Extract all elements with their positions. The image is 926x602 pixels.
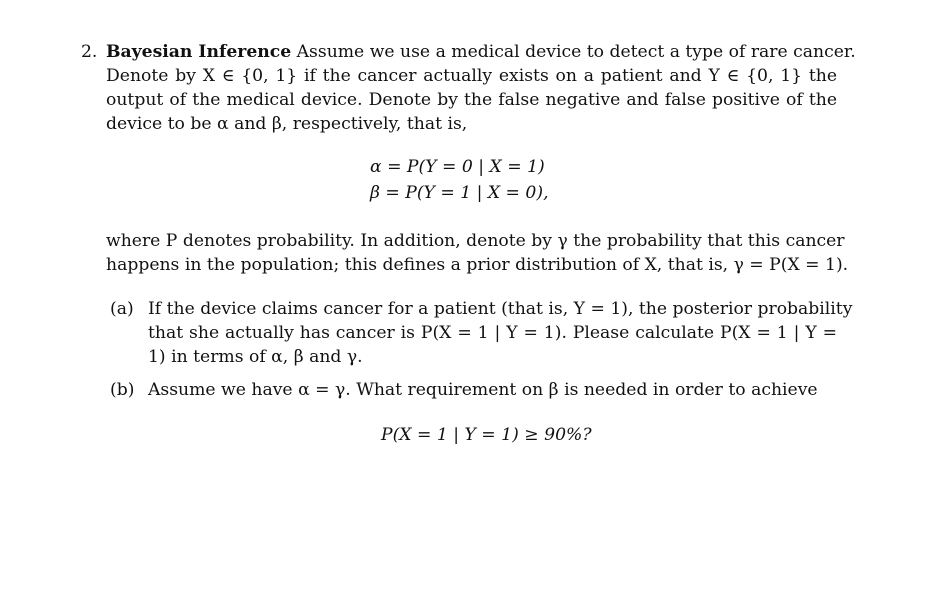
intro-line-3: output of the medical device. Denote by the false negative and false positive of the <box>106 90 837 110</box>
part-a-line-2: that she actually has cancer is P(X = 1 | Y = 1). Please calculate P(X = 1 | Y = <box>148 323 837 343</box>
problem-title: Bayesian Inference <box>106 42 292 62</box>
intro-line-1: Assume we use a medical device to detect a type of rare cancer. <box>296 42 856 62</box>
problem-number: 2. <box>81 42 98 62</box>
part-a-line-1: If the device claims cancer for a patient (that is, Y = 1), the posterior probability <box>148 299 853 319</box>
after-line-1: where P denotes probability. In addition, denote by γ the probability that this cancer <box>106 231 845 251</box>
part-b-line-1: Assume we have α = γ. What requirement on β is needed in order to achieve <box>148 380 818 400</box>
intro-line-4: device to be α and β, respectively, that is, <box>106 114 468 134</box>
part-a-label: (a) <box>110 299 134 319</box>
part-a-line-3: 1) in terms of α, β and γ. <box>148 347 363 367</box>
equation-part-b: P(X = 1 | Y = 1) ≥ 90%? <box>381 425 592 445</box>
equation-beta: β = P(Y = 1 | X = 0), <box>370 183 549 203</box>
after-line-2: happens in the population; this defines a prior distribution of X, that is, γ = P(X = 1). <box>106 255 849 275</box>
intro-line-2: Denote by X ∈ {0, 1} if the cancer actually exists on a patient and Y ∈ {0, 1} the <box>106 66 837 86</box>
equation-alpha: α = P(Y = 0 | X = 1) <box>370 157 545 177</box>
part-b-label: (b) <box>110 380 135 400</box>
problem-heading-line <box>106 41 856 63</box>
